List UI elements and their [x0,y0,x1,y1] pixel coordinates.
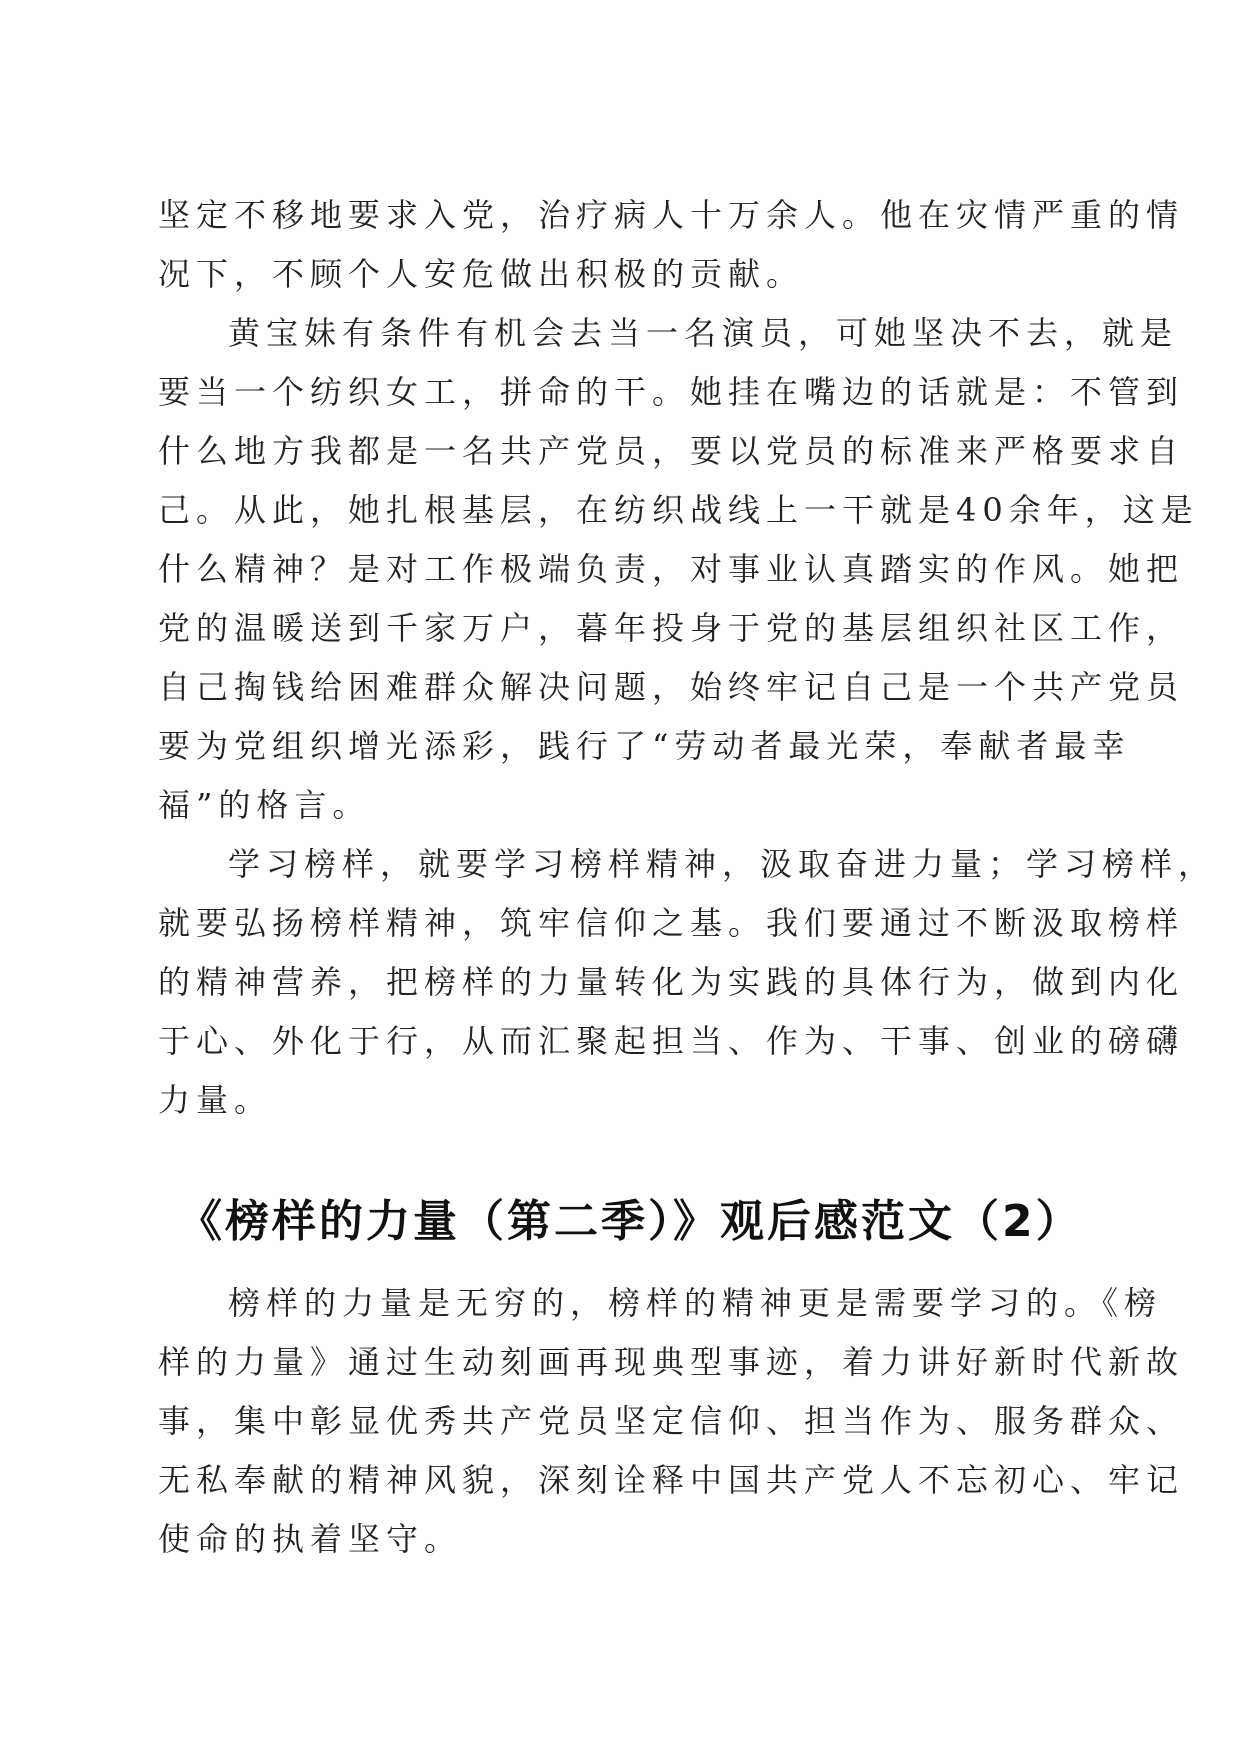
paragraph-line: 己。从此，她扎根基层，在纺织战线上一干就是40余年，这是 [158,491,1199,529]
paragraph-line: 黄宝妹有条件有机会去当一名演员，可她坚决不去，就是 [228,314,1179,352]
paragraph-line: 要当一个纺织女工，拼命的干。她挂在嘴边的话就是：不管到 [158,373,1185,411]
section-title: 《榜样的力量（第二季）》观后感范文（2） [178,1196,1083,1247]
paragraph-1 [158,186,1185,304]
paragraph-2 [158,304,1199,835]
section-spacer [158,1130,1070,1190]
paragraph-line: 学习榜样，就要学习榜样精神，汲取奋进力量；学习榜样， [228,845,1217,883]
paragraph-line: 事，集中彰显优秀共产党员坚定信仰、担当作为、服务群众、 [158,1402,1185,1440]
paragraph-line: 坚定不移地要求入党，治疗病人十万余人。他在灾情严重的情 [158,196,1185,234]
paragraph-line: 榜样的力量是无穷的，榜样的精神更是需要学习的。《榜 [228,1284,1163,1322]
paragraph-line: 无私奉献的精神风貌，深刻诠释中国共产党人不忘初心、牢记 [158,1461,1185,1499]
paragraph-line: 什么地方我都是一名共产党员，要以党员的标准来严格要求自 [158,432,1185,470]
paragraph-4 [158,1274,1185,1569]
paragraph-line: 样的力量》通过生动刻画再现典型事迹，着力讲好新时代新故 [158,1343,1185,1381]
paragraph-line: 就要弘扬榜样精神，筑牢信仰之基。我们要通过不断汲取榜样 [158,904,1185,942]
paragraph-line: 力量。 [158,1081,273,1119]
paragraph-line: 自己掏钱给困难群众解决问题，始终牢记自己是一个共产党员 [158,668,1185,706]
paragraph-3 [158,835,1217,1130]
paragraph-line: 使命的执着坚守。 [158,1520,463,1558]
document-page [158,186,1217,1569]
paragraph-line: 于心、外化于行，从而汇聚起担当、作为、干事、创业的磅礴 [158,1022,1185,1060]
heading-spacer [158,1254,1070,1274]
paragraph-line: 什么精神？是对工作极端负责，对事业认真踏实的作风。她把 [158,550,1185,588]
paragraph-line: 况下，不顾个人安危做出积极的贡献。 [158,255,805,293]
paragraph-line: 的精神营养，把榜样的力量转化为实践的具体行为，做到内化 [158,963,1185,1001]
paragraph-line: 福”的格言。 [158,786,371,824]
paragraph-line: 党的温暖送到千家万户，暮年投身于党的基层组织社区工作， [158,609,1185,647]
paragraph-line: 要为党组织增光添彩，践行了“劳动者最光荣，奉献者最幸 [158,727,1131,765]
